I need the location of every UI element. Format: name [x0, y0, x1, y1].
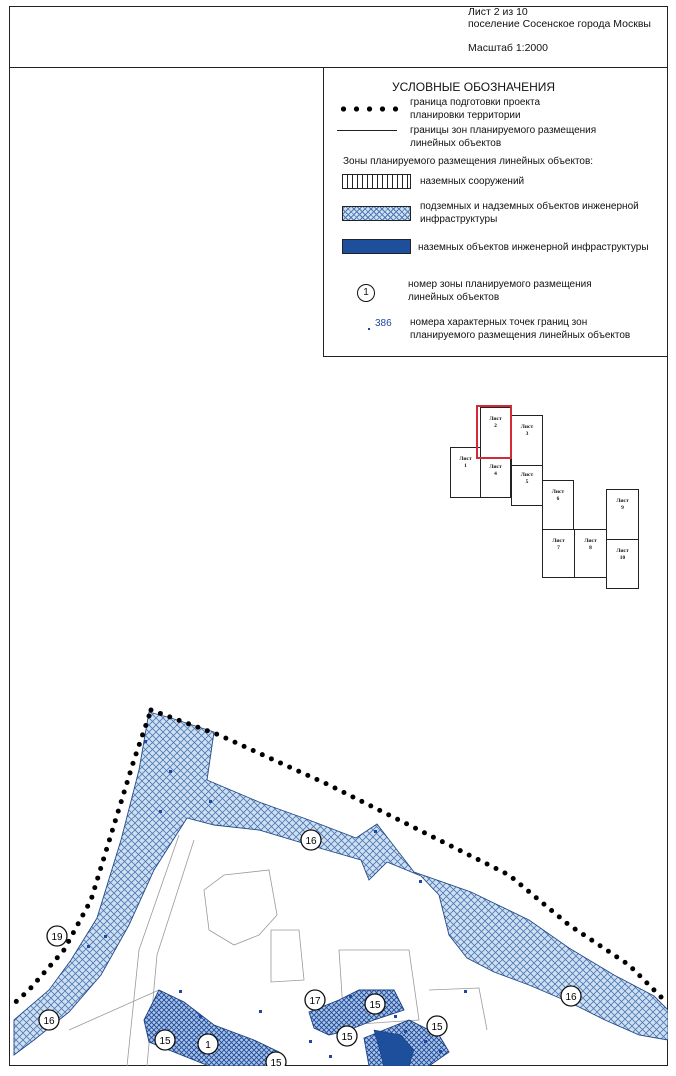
legend-zone-under-over-label: подземных и надземных объектов инженерной инфраструктуры	[420, 201, 639, 225]
zone-number-label: 1	[205, 1040, 211, 1051]
zone-number-sample: 1	[357, 284, 375, 302]
zone-number-label: 15	[270, 1058, 282, 1066]
zone-number-marker	[39, 1010, 59, 1030]
key-sheet-4	[480, 457, 511, 498]
zone-number-marker	[305, 990, 325, 1010]
legend-zones-heading: Зоны планируемого размещения линейных объектов:	[343, 156, 594, 167]
zone-number-marker	[198, 1034, 218, 1054]
zone-number-label: 16	[43, 1016, 55, 1027]
zone-number-marker	[301, 830, 321, 850]
legend-boundary-line-label: границы зон планируемого размещения линейных объектов	[410, 125, 597, 149]
key-sheet-number: 2	[494, 423, 497, 429]
key-sheet-number: 8	[589, 545, 592, 551]
zone-boundary-symbol	[337, 130, 397, 131]
project-boundary-symbol	[337, 106, 401, 112]
ground-structures-swatch	[342, 174, 411, 189]
key-sheet-word: Лист	[616, 498, 629, 504]
zone-number-marker	[427, 1016, 447, 1036]
legend-title: УСЛОВНЫЕ ОБОЗНАЧЕНИЯ	[392, 80, 556, 94]
plan-map	[9, 690, 668, 1066]
key-sheet-word: Лист	[459, 456, 472, 462]
point-number-sample: 386	[375, 318, 392, 329]
sheet-number: Лист 2 из 10	[468, 6, 528, 18]
key-sheet-6	[542, 480, 574, 530]
key-sheet-number: 4	[494, 471, 497, 477]
key-sheet-word: Лист	[520, 424, 534, 430]
key-sheet-8	[574, 529, 607, 578]
key-sheet-number: 3	[525, 431, 529, 437]
key-sheet-word: Лист	[552, 538, 565, 544]
zone-number-marker	[365, 994, 385, 1014]
key-sheet-10	[606, 539, 639, 589]
zone-number-marker	[155, 1030, 175, 1050]
zone-number-marker	[47, 926, 67, 946]
key-sheet-number: 10	[619, 555, 626, 561]
zone-number-marker	[561, 986, 581, 1006]
key-sheet-number: 5	[525, 479, 529, 485]
scale-label: Масштаб 1:2000	[468, 42, 548, 54]
key-sheet-7	[542, 529, 575, 578]
legend-point-label: номера характерных точек границ зон планируемого размещения линейных объектов	[410, 317, 631, 341]
zone-number-label: 19	[51, 932, 63, 943]
legend-zone-ground-label: наземных сооружений	[420, 176, 525, 187]
zone-number-label: 17	[309, 996, 321, 1007]
key-sheet-word: Лист	[489, 416, 502, 422]
zone-number-label: 16	[565, 992, 577, 1003]
underground-overground-swatch	[342, 206, 411, 221]
current-sheet-highlight	[476, 405, 512, 459]
key-sheet-word: Лист	[616, 548, 629, 554]
key-sheet-word: Лист	[584, 538, 597, 544]
key-sheet-number: 6	[556, 496, 560, 502]
key-sheet-9	[606, 489, 639, 540]
key-sheet-number: 9	[621, 505, 624, 511]
zone-15-area-west	[144, 990, 284, 1066]
zone-number-marker	[337, 1026, 357, 1046]
zone-number-label: 15	[341, 1032, 353, 1043]
project-boundary-line	[151, 710, 664, 1000]
zone-number-label: 15	[431, 1022, 443, 1033]
zone-number-label: 15	[159, 1036, 171, 1047]
settlement-name: поселение Сосенское города Москвы	[468, 18, 651, 30]
point-marker	[368, 328, 370, 330]
ground-infrastructure-swatch	[342, 239, 411, 254]
key-sheet-3	[511, 415, 543, 466]
legend-boundary-dots-label: граница подготовки проекта планировки территории	[410, 97, 541, 121]
key-sheet-word: Лист	[489, 464, 502, 470]
zone-number-label: 16	[305, 836, 317, 847]
key-sheet-word: Лист	[551, 489, 565, 495]
legend-zone-ground-infra-label: наземных объектов инженерной инфраструктуры	[418, 242, 649, 253]
key-sheet-word: Лист	[520, 472, 534, 478]
key-sheet-5	[511, 465, 543, 506]
legend-zone-number-label: номер зоны планируемого размещения линейных объектов	[408, 279, 592, 303]
zone-number-marker	[266, 1052, 286, 1066]
zone-number-label: 15	[369, 1000, 381, 1011]
key-sheet-number: 1	[464, 463, 467, 469]
key-sheet-number: 7	[557, 545, 560, 551]
